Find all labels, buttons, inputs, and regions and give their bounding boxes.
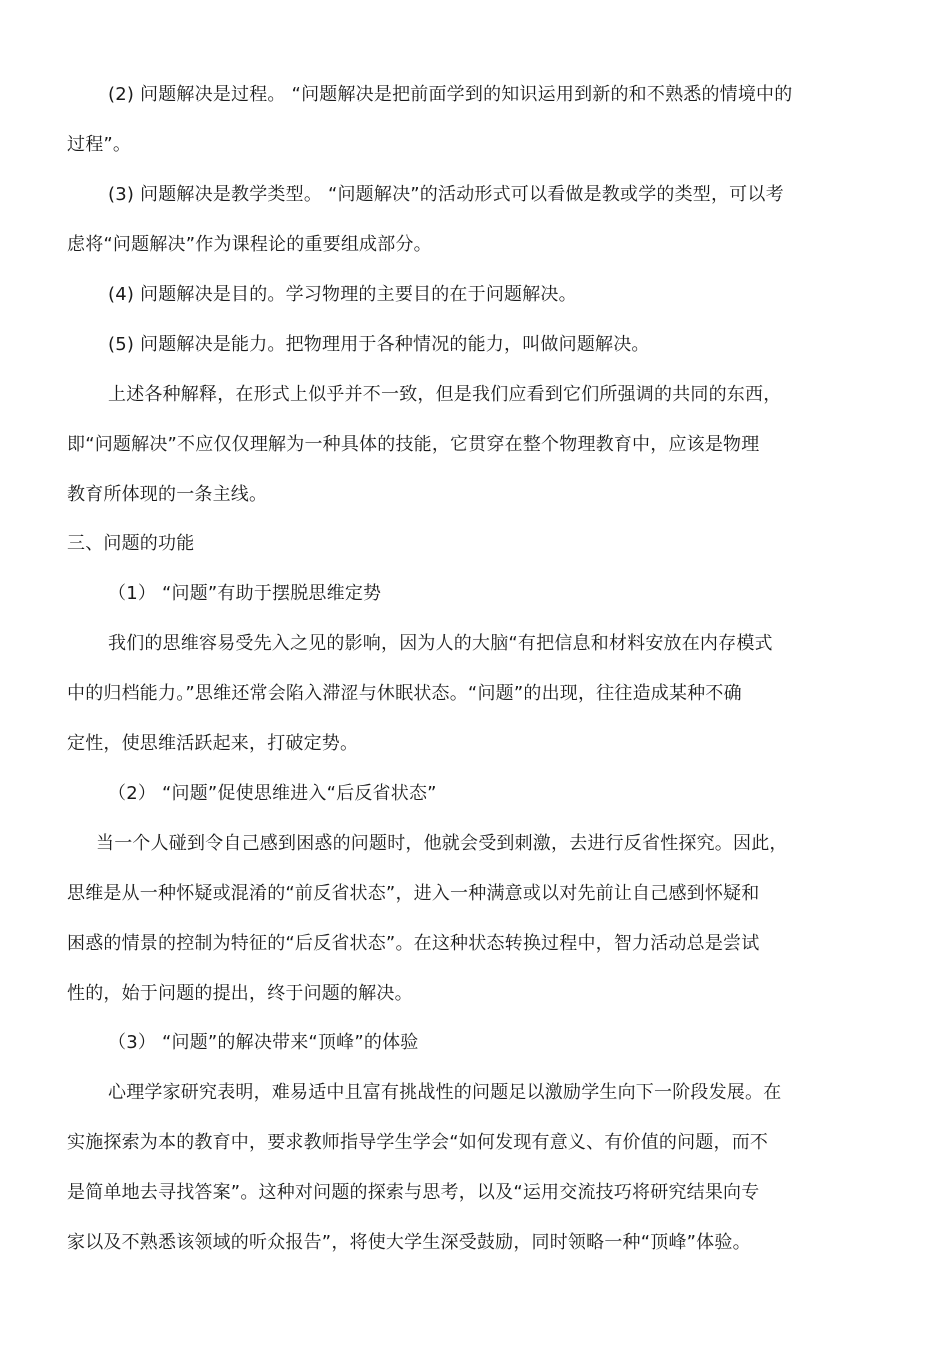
text-line: 实施探索为本的教育中，要求教师指导学生学会“如何发现有意义、有价值的问题，而不 <box>67 1132 769 1153</box>
text-line: 性的，始于问题的提出，终于问题的解决。 <box>67 983 413 1004</box>
text-line: 家以及不熟悉该领域的听众报告”，将使大学生深受鼓励，同时领略一种“顶峰”体验。 <box>67 1232 751 1253</box>
section-heading: 三、问题的功能 <box>67 533 195 554</box>
text-line: 虑将“问题解决”作为课程论的重要组成部分。 <box>67 234 432 255</box>
text-line: 定性，使思维活跃起来，打破定势。 <box>67 733 359 754</box>
subsection-heading: （3） “问题”的解决带来“顶峰”的体验 <box>108 1032 419 1053</box>
text-line: 思维是从一种怀疑或混淆的“前反省状态”，进入一种满意或以对先前让自己感到怀疑和 <box>67 883 760 904</box>
text-line: 中的归档能力。”思维还常会陷入滞涩与休眠状态。“问题”的出现，往往造成某种不确 <box>67 683 742 704</box>
text-line: (3) 问题解决是教学类型。 “问题解决”的活动形式可以看做是教或学的类型，可以考 <box>108 184 784 205</box>
text-line: 过程”。 <box>67 134 132 155</box>
text-line: 我们的思维容易受先入之见的影响，因为人的大脑“有把信息和材料安放在内存模式 <box>108 633 773 654</box>
text-line: 上述各种解释，在形式上似乎并不一致，但是我们应看到它们所强调的共同的东西， <box>108 384 782 405</box>
text-line: 即“问题解决”不应仅仅理解为一种具体的技能，它贯穿在整个物理教育中，应该是物理 <box>67 434 760 455</box>
text-line: 心理学家研究表明，难易适中且富有挑战性的问题足以激励学生向下一阶段发展。在 <box>108 1082 782 1103</box>
text-line: (2) 问题解决是过程。 “问题解决是把前面学到的知识运用到新的和不熟悉的情境中的 <box>108 84 793 105</box>
text-line: 是简单地去寻找答案”。这种对问题的探索与思考，以及“运用交流技巧将研究结果向专 <box>67 1182 760 1203</box>
subsection-heading: （2） “问题”促使思维进入“后反省状态” <box>108 783 437 804</box>
text-line: (4) 问题解决是目的。学习物理的主要目的在于问题解决。 <box>108 284 577 305</box>
subsection-heading: （1） “问题”有助于摆脱思维定势 <box>108 583 382 604</box>
text-line: 当一个人碰到令自己感到困惑的问题时，他就会受到刺激，去进行反省性探究。因此， <box>96 833 788 854</box>
text-line: 困惑的情景的控制为特征的“后反省状态”。在这种状态转换过程中，智力活动总是尝试 <box>67 933 760 954</box>
text-line: (5) 问题解决是能力。把物理用于各种情况的能力，叫做问题解决。 <box>108 334 650 355</box>
text-line: 教育所体现的一条主线。 <box>67 484 268 505</box>
